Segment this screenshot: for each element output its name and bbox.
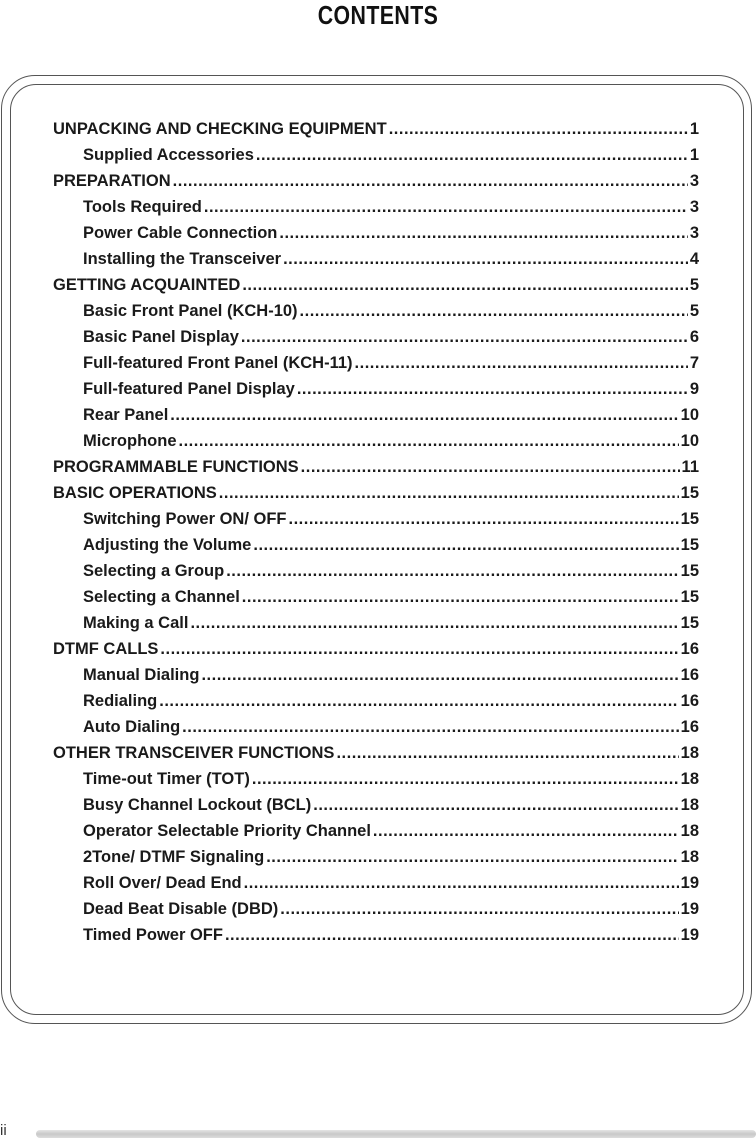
toc-subsection-entry <box>53 380 699 406</box>
toc-entry-title: Power Cable Connection <box>83 224 278 242</box>
toc-dot-leader <box>280 900 678 919</box>
toc-entry-title: Basic Front Panel (KCH-10) <box>83 302 298 320</box>
page-number: ii <box>0 1122 7 1139</box>
toc-entry-page: 15 <box>680 510 699 528</box>
toc-entry-page: 19 <box>680 874 699 892</box>
toc-subsection-entry <box>53 614 699 640</box>
toc-entry-title: Redialing <box>83 692 158 710</box>
toc-entry-title: Full-featured Panel Display <box>83 380 295 398</box>
toc-dot-leader <box>241 328 688 347</box>
toc-dot-leader <box>252 770 679 789</box>
toc-subsection-entry <box>53 900 699 926</box>
toc-entry-page: 15 <box>680 562 699 580</box>
toc-entry-title: Adjusting the Volume <box>83 536 252 554</box>
toc-entry-title: Switching Power ON/ OFF <box>83 510 287 528</box>
toc-dot-leader <box>173 172 688 191</box>
footer-bar <box>36 1130 756 1138</box>
toc-entry-title: Basic Panel Display <box>83 328 239 346</box>
toc-entry-page: 10 <box>680 432 699 450</box>
toc-entry-page: 18 <box>680 770 699 788</box>
toc-entry-title: OTHER TRANSCEIVER FUNCTIONS <box>53 744 335 762</box>
toc-subsection-entry <box>53 302 699 328</box>
toc-section-entry <box>53 458 699 484</box>
toc-entry-page: 9 <box>689 380 699 398</box>
toc-subsection-entry <box>53 796 699 822</box>
toc-dot-leader <box>170 406 678 425</box>
toc-entry-page: 10 <box>680 406 699 424</box>
toc-dot-leader <box>297 380 688 399</box>
toc-subsection-entry <box>53 874 699 900</box>
toc-dot-leader <box>226 562 678 581</box>
toc-subsection-entry <box>53 510 699 536</box>
toc-dot-leader <box>289 510 679 529</box>
toc-entry-title: Full-featured Front Panel (KCH-11) <box>83 354 353 372</box>
toc-entry-title: 2Tone/ DTMF Signaling <box>83 848 265 866</box>
toc-entry-title: UNPACKING AND CHECKING EQUIPMENT <box>53 120 387 138</box>
toc-dot-leader <box>389 120 688 139</box>
toc-entry-page: 5 <box>689 276 699 294</box>
toc-dot-leader <box>179 432 679 451</box>
toc-entry-title: Manual Dialing <box>83 666 200 684</box>
toc-entry-title: GETTING ACQUAINTED <box>53 276 241 294</box>
toc-entry-title: PREPARATION <box>53 172 171 190</box>
toc-dot-leader <box>336 744 678 763</box>
toc-dot-leader <box>190 614 678 633</box>
toc-entry-title: Auto Dialing <box>83 718 181 736</box>
toc-dot-leader <box>225 926 679 945</box>
toc-subsection-entry <box>53 536 699 562</box>
toc-section-entry <box>53 640 699 666</box>
toc-entry-page: 19 <box>680 926 699 944</box>
toc-dot-leader <box>355 354 688 373</box>
toc-subsection-entry <box>53 692 699 718</box>
toc-entry-page: 18 <box>680 822 699 840</box>
toc-entry-page: 18 <box>680 744 699 762</box>
toc-section-entry <box>53 276 699 302</box>
toc-subsection-entry <box>53 328 699 354</box>
table-of-contents <box>53 120 699 952</box>
toc-subsection-entry <box>53 926 699 952</box>
toc-dot-leader <box>283 250 688 269</box>
toc-entry-page: 3 <box>689 224 699 242</box>
toc-dot-leader <box>266 848 678 867</box>
toc-subsection-entry <box>53 848 699 874</box>
toc-dot-leader <box>201 666 678 685</box>
toc-entry-page: 15 <box>680 588 699 606</box>
toc-subsection-entry <box>53 224 699 250</box>
toc-entry-title: PROGRAMMABLE FUNCTIONS <box>53 458 299 476</box>
toc-subsection-entry <box>53 718 699 744</box>
toc-entry-title: Operator Selectable Priority Channel <box>83 822 371 840</box>
toc-entry-page: 15 <box>680 536 699 554</box>
toc-subsection-entry <box>53 770 699 796</box>
toc-section-entry <box>53 744 699 770</box>
toc-dot-leader <box>244 874 679 893</box>
toc-entry-page: 5 <box>689 302 699 320</box>
toc-dot-leader <box>160 640 678 659</box>
toc-subsection-entry <box>53 432 699 458</box>
toc-section-entry <box>53 120 699 146</box>
toc-entry-title: Rear Panel <box>83 406 169 424</box>
toc-subsection-entry <box>53 354 699 380</box>
toc-entry-title: BASIC OPERATIONS <box>53 484 217 502</box>
toc-entry-page: 16 <box>680 692 699 710</box>
toc-dot-leader <box>219 484 679 503</box>
toc-entry-page: 1 <box>689 146 699 164</box>
toc-entry-title: Time-out Timer (TOT) <box>83 770 250 788</box>
toc-entry-page: 7 <box>689 354 699 372</box>
toc-dot-leader <box>279 224 687 243</box>
toc-entry-title: Dead Beat Disable (DBD) <box>83 900 279 918</box>
toc-entry-page: 16 <box>680 666 699 684</box>
toc-dot-leader <box>253 536 678 555</box>
toc-dot-leader <box>182 718 678 737</box>
toc-subsection-entry <box>53 406 699 432</box>
toc-subsection-entry <box>53 250 699 276</box>
toc-entry-title: Making a Call <box>83 614 189 632</box>
toc-subsection-entry <box>53 198 699 224</box>
toc-entry-title: DTMF CALLS <box>53 640 159 658</box>
toc-entry-title: Timed Power OFF <box>83 926 223 944</box>
toc-dot-leader <box>159 692 678 711</box>
toc-entry-page: 18 <box>680 796 699 814</box>
toc-subsection-entry <box>53 822 699 848</box>
toc-entry-page: 1 <box>689 120 699 138</box>
toc-dot-leader <box>300 302 688 321</box>
toc-subsection-entry <box>53 146 699 172</box>
toc-entry-title: Selecting a Group <box>83 562 225 580</box>
toc-entry-page: 6 <box>689 328 699 346</box>
toc-entry-title: Roll Over/ Dead End <box>83 874 242 892</box>
toc-subsection-entry <box>53 588 699 614</box>
toc-dot-leader <box>301 458 680 477</box>
toc-dot-leader <box>373 822 679 841</box>
toc-dot-leader <box>256 146 688 165</box>
toc-section-entry <box>53 172 699 198</box>
toc-entry-title: Microphone <box>83 432 177 450</box>
toc-entry-page: 15 <box>680 484 699 502</box>
toc-entry-page: 3 <box>689 198 699 216</box>
toc-entry-title: Supplied Accessories <box>83 146 254 164</box>
toc-dot-leader <box>242 588 679 607</box>
toc-subsection-entry <box>53 562 699 588</box>
toc-entry-page: 11 <box>681 458 699 476</box>
toc-entry-title: Busy Channel Lockout (BCL) <box>83 796 312 814</box>
toc-entry-page: 3 <box>689 172 699 190</box>
toc-section-entry <box>53 484 699 510</box>
toc-dot-leader <box>313 796 678 815</box>
toc-entry-page: 16 <box>680 718 699 736</box>
toc-entry-title: Tools Required <box>83 198 202 216</box>
toc-dot-leader <box>242 276 688 295</box>
toc-entry-page: 4 <box>689 250 699 268</box>
toc-entry-page: 15 <box>680 614 699 632</box>
toc-entry-title: Selecting a Channel <box>83 588 240 606</box>
toc-entry-title: Installing the Transceiver <box>83 250 282 268</box>
toc-entry-page: 18 <box>680 848 699 866</box>
toc-entry-page: 19 <box>680 900 699 918</box>
toc-entry-page: 16 <box>680 640 699 658</box>
page-title: CONTENTS <box>317 0 439 30</box>
toc-dot-leader <box>204 198 688 217</box>
toc-subsection-entry <box>53 666 699 692</box>
